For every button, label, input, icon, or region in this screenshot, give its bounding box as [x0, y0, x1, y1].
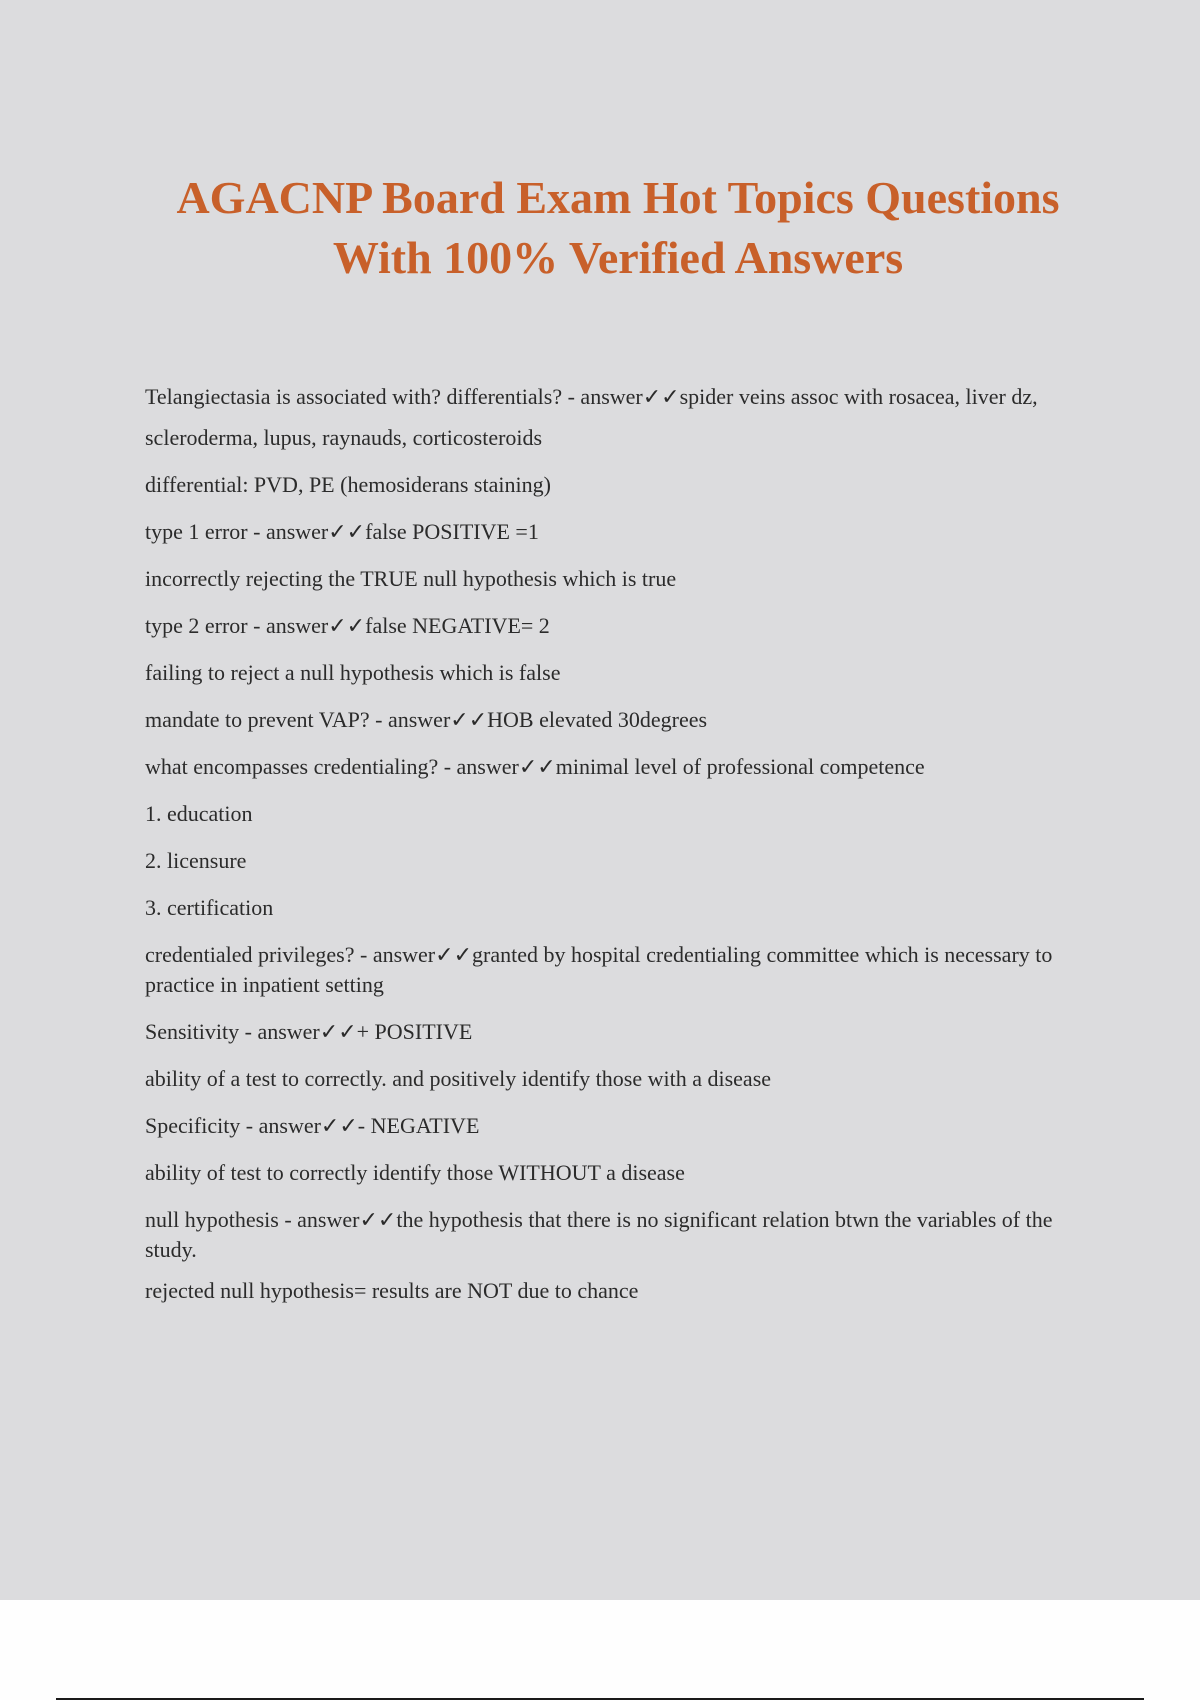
- title-line-1: AGACNP Board Exam Hot Topics Questions: [176, 172, 1060, 223]
- paragraph-telangiectasia-differential: differential: PVD, PE (hemosiderans staining): [145, 472, 551, 497]
- list-item-education: 1. education: [145, 801, 253, 826]
- paragraph-null-hypothesis: null hypothesis - answer✓✓the hypothesis that there is no significant relation btwn the variables of the study.: [145, 1207, 1053, 1262]
- page-footer-band: [0, 1600, 1200, 1700]
- paragraph-credentialing-question: what encompasses credentialing? - answer✓✓minimal level of professional competence: [145, 754, 925, 779]
- paragraph-type1-definition: incorrectly rejecting the TRUE null hypothesis which is true: [145, 566, 677, 591]
- paragraph-credentialed-privileges: credentialed privileges? - answer✓✓granted by hospital credentialing committee which is necessary to practice in inpatient setting: [145, 942, 1053, 997]
- paragraph-rejected-null-hypothesis: rejected null hypothesis= results are NOT due to chance: [145, 1278, 639, 1303]
- list-item-licensure: 2. licensure: [145, 848, 247, 873]
- title-line-2: With 100% Verified Answers: [332, 232, 904, 283]
- list-item-certification: 3. certification: [145, 895, 274, 920]
- paragraph-sensitivity: Sensitivity - answer✓✓+ POSITIVE: [145, 1019, 473, 1044]
- document-body: [145, 382, 1095, 1323]
- paragraph-specificity-definition: ability of test to correctly identify those WITHOUT a disease: [145, 1160, 685, 1185]
- paragraph-telangiectasia-question: Telangiectasia is associated with? differentials? - answer✓✓spider veins assoc with rosacea, liver dz,: [145, 384, 1038, 409]
- paragraph-telangiectasia-associations: scleroderma, lupus, raynauds, corticosteroids: [145, 425, 543, 450]
- paragraph-type1-error: type 1 error - answer✓✓false POSITIVE =1: [145, 519, 539, 544]
- paragraph-type2-error: type 2 error - answer✓✓false NEGATIVE= 2: [145, 613, 550, 638]
- paragraph-specificity: Specificity - answer✓✓- NEGATIVE: [145, 1113, 480, 1138]
- paragraph-sensitivity-definition: ability of a test to correctly. and positively identify those with a disease: [145, 1066, 772, 1091]
- document-title: [0, 168, 1200, 288]
- paragraph-vap-mandate: mandate to prevent VAP? - answer✓✓HOB elevated 30degrees: [145, 707, 708, 732]
- paragraph-type2-definition: failing to reject a null hypothesis which is false: [145, 660, 561, 685]
